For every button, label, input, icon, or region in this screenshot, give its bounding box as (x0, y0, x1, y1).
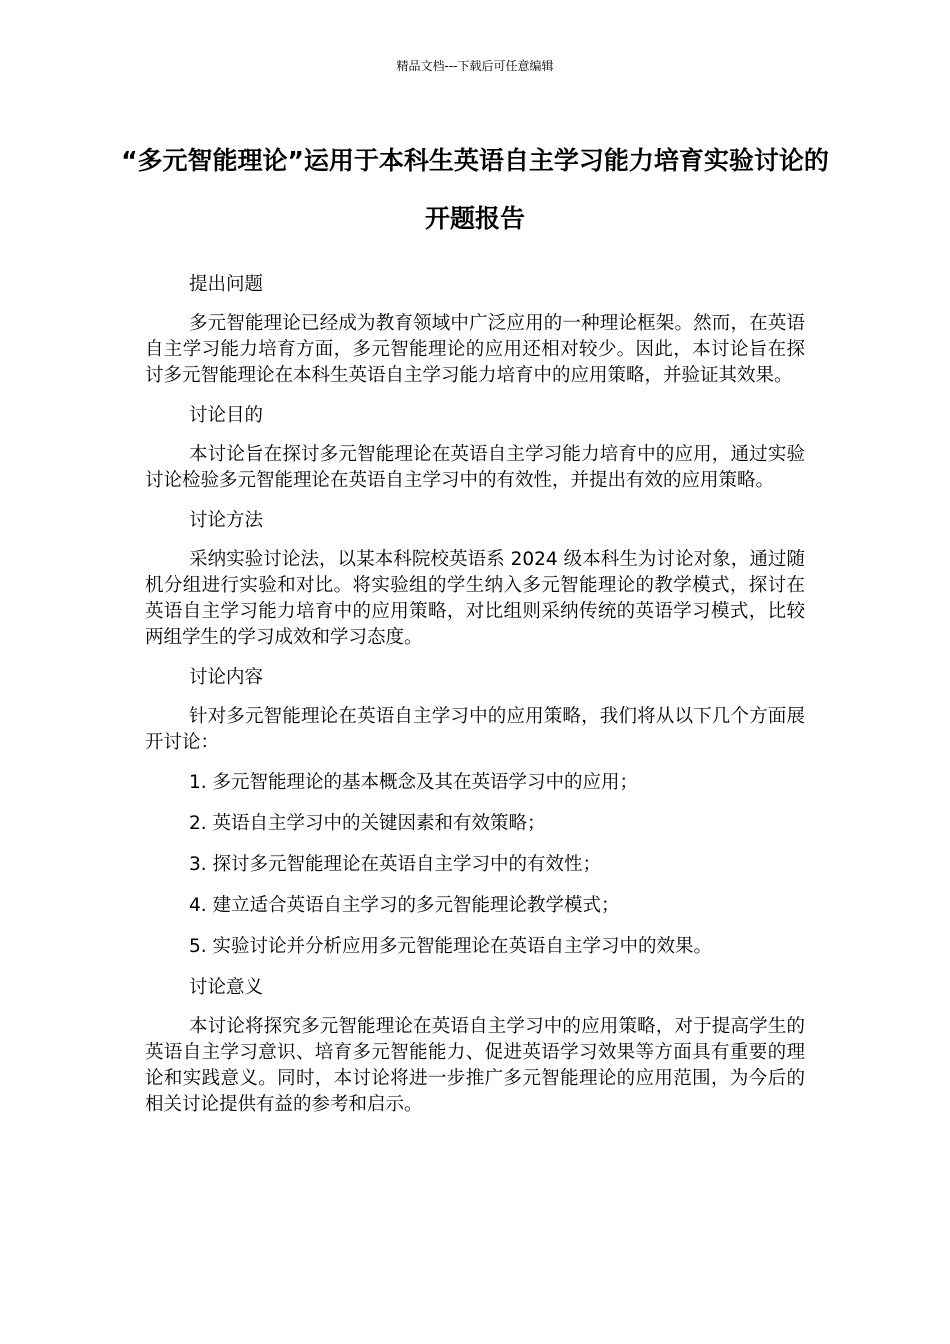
section-heading-significance: 讨论意义 (189, 977, 264, 998)
list-item: 2. 英语自主学习中的关键因素和有效策略； (189, 813, 546, 834)
list-item: 5. 实验讨论并分析应用多元智能理论在英语自主学习中的效果。 (189, 936, 713, 957)
section-heading-purpose: 讨论目的 (189, 405, 264, 426)
list-item: 3. 探讨多元智能理论在英语自主学习中的有效性； (189, 854, 602, 875)
header-note: 精品文档---下载后可任意编辑 (396, 59, 554, 73)
list-item: 4. 建立适合英语自主学习的多元智能理论教学模式； (189, 895, 620, 916)
section-heading-question: 提出问题 (189, 274, 264, 295)
section-text-content-intro: 针对多元智能理论在英语自主学习中的应用策略，我们将从以下几个方面展开讨论： (145, 706, 805, 753)
document-title: “多元智能理论”运用于本科生英语自主学习能力培育实验讨论的开题报告 (121, 146, 829, 233)
list-item: 1. 多元智能理论的基本概念及其在英语学习中的应用； (189, 772, 639, 793)
section-heading-method: 讨论方法 (189, 510, 264, 531)
section-text-purpose: 本讨论旨在探讨多元智能理论在英语自主学习能力培育中的应用，通过实验讨论检验多元智能理论在英语自主学习中的有效性，并提出有效的应用策略。 (145, 444, 805, 491)
document-body (145, 270, 805, 1130)
section-heading-content: 讨论内容 (189, 667, 264, 688)
section-text-question: 多元智能理论已经成为教育领域中广泛应用的一种理论框架。然而，在英语自主学习能力培育方面，多元智能理论的应用还相对较少。因此，本讨论旨在探讨多元智能理论在本科生英语自主学习能力培育中的应用策略，并验证其效果。 (145, 313, 805, 386)
section-text-method: 采纳实验讨论法，以某本科院校英语系 2024 级本科生为讨论对象，通过随机分组进行实验和对比。将实验组的学生纳入多元智能理论的教学模式，探讨在英语自主学习能力培育中的应用策略，对比组则采纳传统的英语学习模式，比较两组学生的学习成效和学习态度。 (145, 549, 805, 648)
section-text-significance: 本讨论将探究多元智能理论在英语自主学习中的应用策略，对于提高学生的英语自主学习意识、培育多元智能能力、促进英语学习效果等方面具有重要的理论和实践意义。同时，本讨论将进一步推广多元智能理论的应用范围，为今后的相关讨论提供有益的参考和启示。 (145, 1016, 805, 1115)
content-list (145, 768, 805, 961)
